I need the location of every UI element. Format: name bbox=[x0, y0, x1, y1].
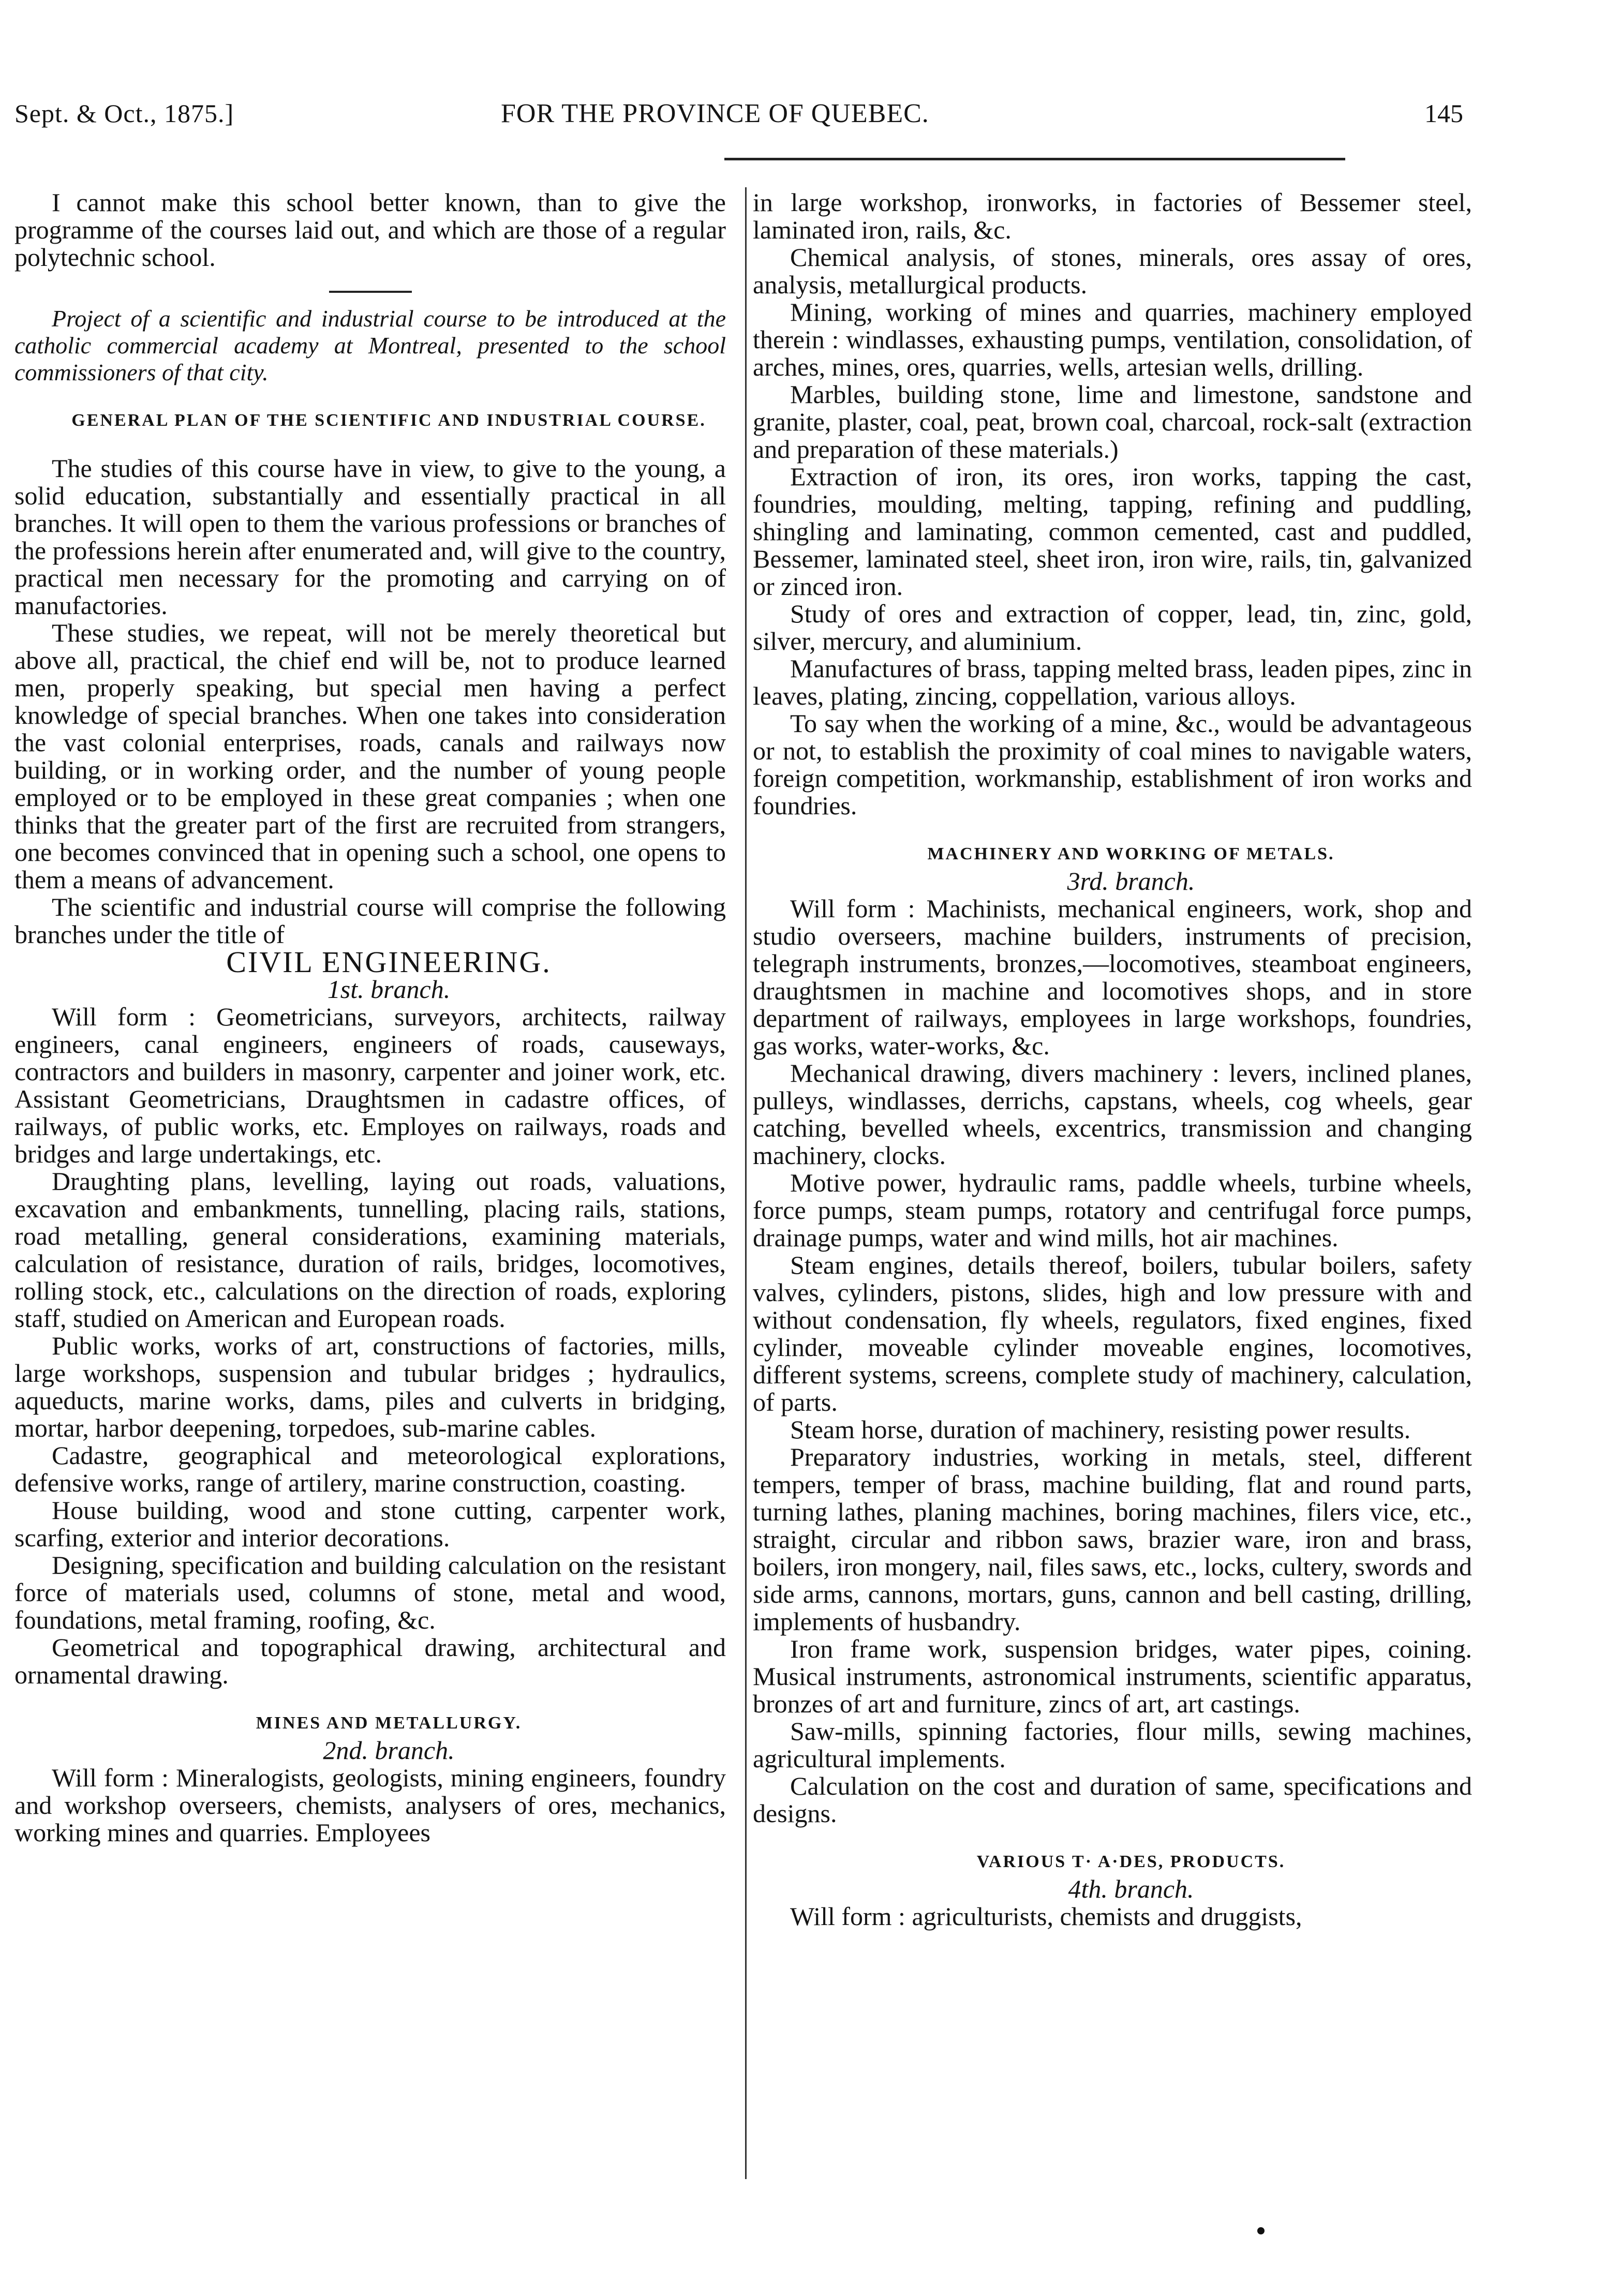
paragraph: Calculation on the cost and duration of same, specifications and designs. bbox=[753, 1771, 1472, 1828]
mines-heading: MINES AND METALLURGY. bbox=[256, 1713, 522, 1733]
branch-3-heading: 3rd. branch. bbox=[1067, 867, 1195, 896]
civil-engineering-heading: CIVIL ENGINEERING. bbox=[226, 945, 552, 979]
project-title: Project of a scientific and industrial course to be introduced at the catholic commercial academy at Montreal, presented to the school commissioners of that city. bbox=[14, 305, 726, 385]
paragraph: Extraction of iron, its ores, iron works, tapping the cast, foundries, moulding, melting, tapping, refining and puddling, shingling and laminating, common cemented, cast and puddled, Bessemer, laminated steel, sheet iron, iron wire, rails, tin, galvanized or zinced iron. bbox=[753, 462, 1472, 601]
machinery-heading: MACHINERY AND WORKING OF METALS. bbox=[927, 844, 1335, 863]
paragraph: Chemical analysis, of stones, minerals, ores assay of ores, analysis, metallurgical products. bbox=[753, 243, 1472, 299]
paragraph: Will form : agriculturists, chemists and druggists, bbox=[790, 1902, 1302, 1931]
paragraph: To say when the working of a mine, &c., would be advantageous or not, to establish the proximity of coal mines to navigable waters, foreign competition, workmanship, establishment of iron works and foundries. bbox=[753, 709, 1472, 820]
running-title: FOR THE PROVINCE OF QUEBEC. bbox=[501, 99, 929, 128]
paragraph: Mechanical drawing, divers machinery : levers, inclined planes, pulleys, windlasses, derrichs, capstans, wheels, cog wheels, gear catching, bevelled wheels, excentrics, transmission and changing machinery, clocks. bbox=[753, 1058, 1472, 1170]
paragraph: Steam horse, duration of machinery, resisting power results. bbox=[790, 1415, 1411, 1444]
paragraph: Marbles, building stone, lime and limestone, sandstone and granite, plaster, coal, peat, brown coal, charcoal, rock-salt (extraction and preparation of these materials.) bbox=[753, 380, 1472, 464]
paragraph: House building, wood and stone cutting, carpenter work, scarfing, exterior and interior decorations. bbox=[14, 1496, 726, 1552]
right-column bbox=[753, 189, 1472, 1930]
paragraph: Steam engines, details thereof, boilers, tubular boilers, safety valves, cylinders, pistons, slides, high and low pressure with and without condensation, fly wheels, regulators, fixed engines, fixed cylinder, moveable cylinder moveable engines, locomotives, different systems, screens, complete study of machinery, calculation, of parts. bbox=[753, 1250, 1472, 1417]
paragraph: Motive power, hydraulic rams, paddle wheels, turbine wheels, force pumps, steam pumps, rotatory and centrifugal force pumps, drainage pumps, water and wind mills, hot air machines. bbox=[753, 1168, 1472, 1252]
various-trades-heading: VARIOUS T· A·DES, PRODUCTS. bbox=[976, 1852, 1286, 1871]
continued-paragraph: in large workshop, ironworks, in factories of Bessemer steel, laminated iron, rails, &c. bbox=[753, 188, 1472, 244]
paragraph: The scientific and industrial course will comprise the following branches under the title of bbox=[14, 892, 726, 949]
paragraph: These studies, we repeat, will not be merely theoretical but above all, practical, the chief end will be, not to produce learned men, properly speaking, but special men having a perfect knowledge of special branches. When one takes into consideration the vast colonial enterprises, roads, canals and railways now building, or in working order, and the number of young people employed or to be employed in these great companies ; when one thinks that the greater part of the first are recruited from strangers, one becomes convinced that in opening such a school, one opens to them a means of advancement. bbox=[14, 618, 726, 894]
header-rule bbox=[724, 158, 1345, 160]
paragraph: Preparatory industries, working in metals, steel, different tempers, temper of brass, machine building, flat and round parts, turning lathes, planing machines, boring machines, filers vice, etc., straight, circular and ribbon saws, brazier ware, iron and brass, boilers, iron mongery, nail, files saws, etc., locks, cultery, swords and side arms, cannons, mortars, guns, cannon and bell casting, drilling, implements of husbandry. bbox=[753, 1442, 1472, 1636]
intro-paragraph: I cannot make this school better known, than to give the programme of the courses laid out, and which are those of a regular polytechnic school. bbox=[14, 188, 726, 272]
paragraph: Manufactures of brass, tapping melted brass, leaden pipes, zinc in leaves, plating, zincing, coppellation, various alloys. bbox=[753, 654, 1472, 710]
paragraph: Designing, specification and building calculation on the resistant force of materials used, columns of stone, metal and wood, foundations, metal framing, roofing, &c. bbox=[14, 1550, 726, 1634]
paragraph: Cadastre, geographical and meteorological explorations, defensive works, range of artilery, marine construction, coasting. bbox=[14, 1441, 726, 1497]
paragraph: Mining, working of mines and quarries, machinery employed therein : windlasses, exhausting pumps, ventilation, consolidation, of arches, mines, ores, quarries, wells, artesian wells, drilling. bbox=[753, 297, 1472, 381]
paragraph: Will form : Machinists, mechanical engineers, work, shop and studio overseers, machine builders, instruments of precision, telegraph instruments, bronzes,—locomotives, steamboat engineers, draughtsmen in machine and locomotives shops, and in store department of railways, employees in large workshops, foundries, gas works, water-works, &c. bbox=[753, 894, 1472, 1060]
paragraph: Draughting plans, levelling, laying out roads, valuations, excavation and embankments, tunnelling, placing rails, stations, road metalling, general considerations, examining materials, calculation of resistance, duration of rails, bridges, locomotives, rolling stock, etc., calculations on the direction of roads, exploring staff, studied on American and European roads. bbox=[14, 1167, 726, 1333]
paragraph: Geometrical and topographical drawing, architectural and ornamental drawing. bbox=[14, 1633, 726, 1689]
paragraph: The studies of this course have in view, to give to the young, a solid education, substantially and essentially practical in all branches. It will open to them the various professions or branches of the professions herein after enumerated and, will give to the country, practical men necessary for the promoting and carrying on of manufactories. bbox=[14, 454, 726, 620]
running-header bbox=[14, 98, 1463, 135]
branch-4-heading: 4th. branch. bbox=[1068, 1874, 1194, 1903]
left-column bbox=[14, 189, 726, 1846]
ink-speck bbox=[1257, 2227, 1265, 2234]
paragraph: Saw-mills, spinning factories, flour mills, sewing machines, agricultural implements. bbox=[753, 1717, 1472, 1773]
column-divider bbox=[745, 187, 747, 2179]
issue-date: Sept. & Oct., 1875.] bbox=[14, 99, 234, 128]
branch-2-heading: 2nd. branch. bbox=[323, 1736, 455, 1765]
paragraph: Will form : Geometricians, surveyors, architects, railway engineers, canal engineers, engineers of roads, causeways, contractors and builders in masonry, carpenter and joiner work, etc. Assistant Geometricians, Draughtsmen in cadastre offices, of railways, of public works, etc. Employes on railways, roads and bridges and large undertakings, etc. bbox=[14, 1002, 726, 1168]
general-plan-heading: GENERAL PLAN OF THE SCIENTIFIC AND INDUSTRIAL COURSE. bbox=[71, 411, 706, 430]
page-number: 145 bbox=[1424, 99, 1463, 128]
paragraph: Will form : Mineralogists, geologists, mining engineers, foundry and workshop overseers, chemists, analysers of ores, mechanics, working mines and quarries. Employees bbox=[14, 1763, 726, 1847]
paragraph: Study of ores and extraction of copper, lead, tin, zinc, gold, silver, mercury, and aluminium. bbox=[753, 599, 1472, 655]
paragraph: Iron frame work, suspension bridges, water pipes, coining. Musical instruments, astronomical instruments, scientific apparatus, bronzes of art and furniture, zincs of art, art castings. bbox=[753, 1634, 1472, 1718]
paragraph: Public works, works of art, constructions of factories, mills, large workshops, suspension and tubular bridges ; hydraulics, aqueducts, marine works, dams, piles and culverts in bridging, mortar, harbor deepening, torpedoes, sub-marine cables. bbox=[14, 1331, 726, 1442]
section-rule bbox=[329, 291, 412, 293]
branch-1-heading: 1st. branch. bbox=[327, 975, 451, 1004]
